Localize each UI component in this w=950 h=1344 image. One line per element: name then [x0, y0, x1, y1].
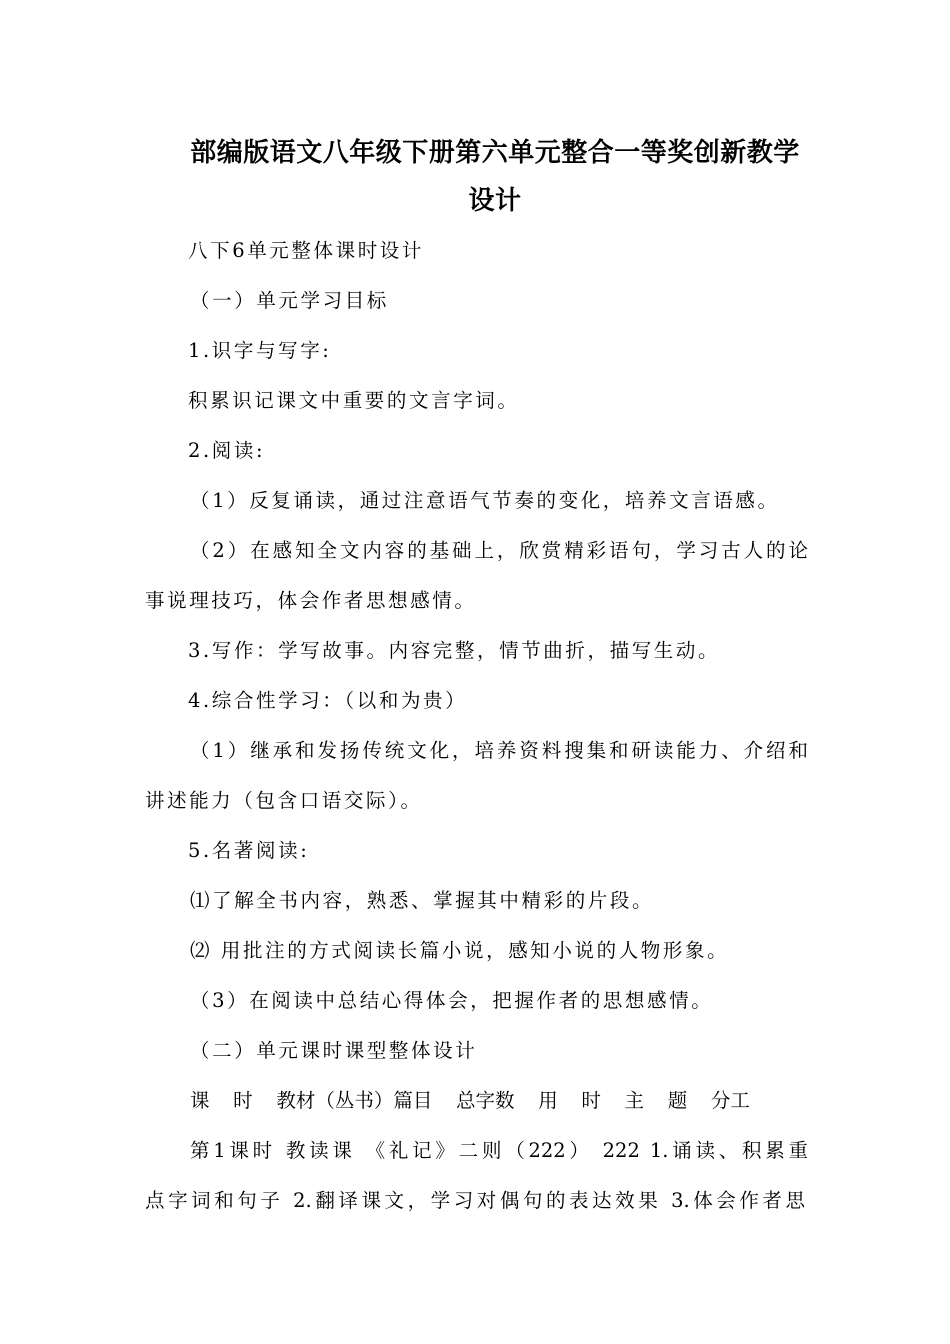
- table-header-cell: 教材（丛书）篇目: [276, 1089, 433, 1112]
- table-header-row: [190, 1088, 750, 1114]
- item1-heading: 1.识字与写字:: [188, 339, 332, 362]
- item2-point1: （1）反复诵读，通过注意语气节奏的变化，培养文言语感。: [190, 489, 780, 512]
- item4-heading: 4.综合性学习：（以和为贵）: [188, 689, 468, 712]
- table-header-cell: 课: [190, 1089, 210, 1112]
- item5-point2: ⑵ 用批注的方式阅读长篇小说，感知小说的人物形象。: [190, 939, 730, 962]
- table-header-cell: 题: [667, 1089, 688, 1112]
- item5-heading: 5.名著阅读:: [188, 839, 310, 862]
- document-title-line2: 设计: [468, 186, 522, 216]
- item4-point1-line2: 讲述能力（包含口语交际）。: [145, 789, 423, 812]
- item5-point1: ⑴了解全书内容，熟悉、掌握其中精彩的片段。: [190, 889, 655, 912]
- item1-text: 积累识记课文中重要的文言字词。: [188, 389, 520, 412]
- section2-heading: （二）单元课时课型整体设计: [190, 1039, 478, 1062]
- section1-heading: （一）单元学习目标: [190, 289, 389, 312]
- table-header-cell: 分工: [710, 1089, 750, 1112]
- item2-point2-line1: （2）在感知全文内容的基础上，欣赏精彩语句，学习古人的论: [190, 539, 808, 562]
- document-title-line1: 部编版语文八年级下册第六单元整合一等奖创新教学: [190, 138, 800, 168]
- item4-point1-line1: （1）继承和发扬传统文化，培养资料搜集和研读能力、介绍和: [190, 739, 808, 762]
- item2-heading: 2.阅读:: [188, 439, 266, 462]
- table-header-cell: 时: [233, 1089, 253, 1112]
- table-row1-line2: 点字词和句子 2.翻译课文，学习对偶句的表达效果 3.体会作者思: [145, 1189, 805, 1212]
- item3: 3.写作：学写故事。内容完整，情节曲折，描写生动。: [188, 639, 721, 662]
- table-header-cell: 用: [538, 1089, 558, 1112]
- table-row1-line1: 第1课时 教读课 《礼记》二则（222） 222 1.诵读、积累重: [190, 1139, 808, 1162]
- table-header-cell: 总字数: [456, 1089, 515, 1112]
- table-header-cell: 时: [581, 1089, 601, 1112]
- subtitle: 八下6单元整体课时设计: [188, 239, 425, 262]
- table-header-cell: 主: [624, 1089, 645, 1112]
- item2-point2-line2: 事说理技巧，体会作者思想感情。: [145, 589, 477, 612]
- item5-point3: （3）在阅读中总结心得体会，把握作者的思想感情。: [190, 989, 714, 1012]
